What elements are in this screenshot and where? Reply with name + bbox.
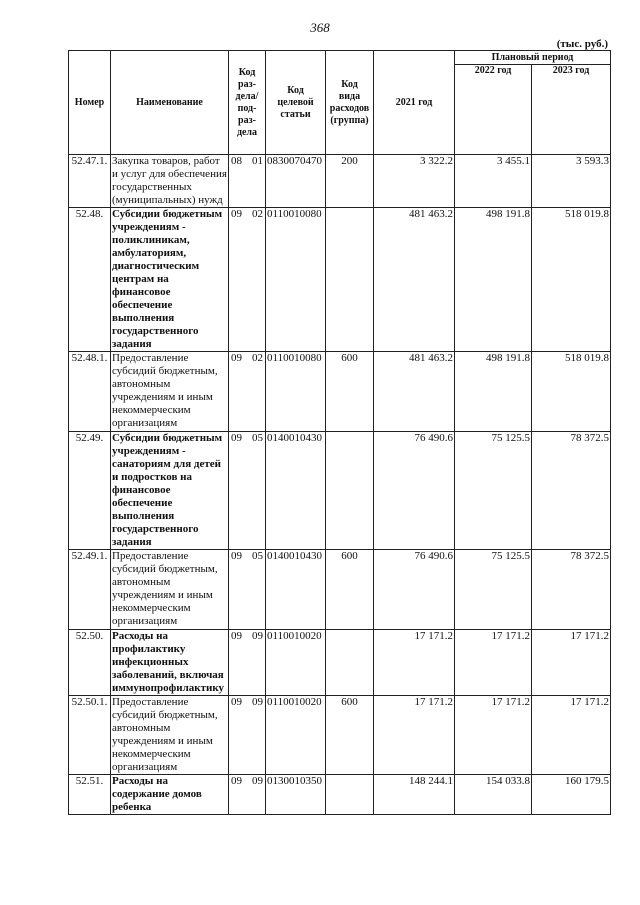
row-section: 09 [231,432,242,444]
row-section: 09 [231,352,242,364]
row-section: 09 [231,550,242,562]
row-value-2022: 75 125.5 [455,432,532,550]
row-value-2021: 17 171.2 [374,630,455,696]
row-name: Субсидии бюджетным учреждениям - поликлиникам, амбулаториям, диагностическим центрам на финансовое обеспечение выполнения государственного задания [111,208,229,352]
row-value-2022: 3 455.1 [455,155,532,208]
row-subsection: 09 [252,696,263,708]
row-value-2023: 17 171.2 [532,630,611,696]
header-name: Наименование [111,51,229,155]
row-number: 52.48.1. [69,352,111,432]
row-expense-type: 600 [326,696,374,775]
units-label: (тыс. руб.) [556,38,608,50]
row-section-code [229,155,266,208]
row-expense-type: 600 [326,550,374,630]
row-expense-type: 200 [326,155,374,208]
row-target-code: 0140010430 [266,550,326,630]
row-subsection: 09 [252,630,263,642]
row-number: 52.49.1. [69,550,111,630]
row-value-2022: 154 033.8 [455,775,532,815]
row-section-code [229,352,266,432]
row-name: Предоставление субсидий бюджетным, автономным учреждениям и иным некоммерческим организациям [111,352,229,432]
row-target-code: 0140010430 [266,432,326,550]
row-target-code: 0830070470 [266,155,326,208]
row-value-2021: 481 463.2 [374,208,455,352]
row-expense-type [326,208,374,352]
row-subsection: 01 [252,155,263,167]
row-section-code [229,775,266,815]
row-section: 08 [231,155,242,167]
header-section: Код раз- дела/ под- раз- дела [229,51,266,155]
row-subsection: 05 [252,550,263,562]
row-name: Расходы на профилактику инфекционных заболеваний, включая иммунопрофилактику [111,630,229,696]
row-value-2021: 481 463.2 [374,352,455,432]
row-value-2023: 160 179.5 [532,775,611,815]
header-target: Код целевой статьи [266,51,326,155]
row-expense-type [326,630,374,696]
table-row [69,432,611,550]
row-number: 52.49. [69,432,111,550]
row-value-2022: 498 191.8 [455,352,532,432]
row-number: 52.47.1. [69,155,111,208]
row-name: Расходы на содержание домов ребенка [111,775,229,815]
table-row [69,630,611,696]
row-section-code [229,432,266,550]
header-plan-period: Плановый период [455,51,611,65]
header-number: Номер [69,51,111,155]
row-name: Закупка товаров, работ и услуг для обеспечения государственных (муниципальных) нужд [112,155,227,206]
table-row [69,550,611,630]
row-value-2021: 148 244.1 [374,775,455,815]
row-section: 09 [231,208,242,220]
row-section-code [229,550,266,630]
table-row [69,155,611,208]
table-row [69,208,611,352]
row-subsection: 05 [252,432,263,444]
row-target-code: 0110010080 [266,352,326,432]
row-section: 09 [231,696,242,708]
row-number: 52.50.1. [69,696,111,775]
row-value-2023: 17 171.2 [532,696,611,775]
row-value-2023: 518 019.8 [532,352,611,432]
row-name: Предоставление субсидий бюджетным, автономным учреждениям и иным некоммерческим организациям [111,550,229,630]
row-value-2022: 17 171.2 [455,696,532,775]
header-expense-type: Код вида расходов (группа) [326,51,374,155]
header-2022: 2022 год [455,65,532,155]
row-subsection: 09 [252,775,263,787]
header-2023: 2023 год [532,65,611,155]
row-target-code: 0130010350 [266,775,326,815]
header-2021: 2021 год [374,51,455,155]
row-value-2023: 78 372.5 [532,432,611,550]
row-number: 52.51. [69,775,111,815]
row-section: 09 [231,630,242,642]
row-value-2022: 75 125.5 [455,550,532,630]
row-section-code [229,696,266,775]
table-row [69,696,611,775]
row-section-code [229,208,266,352]
page-number: 368 [310,20,330,35]
row-number: 52.48. [69,208,111,352]
row-section-code [229,630,266,696]
row-expense-type [326,775,374,815]
row-expense-type: 600 [326,352,374,432]
row-target-code: 0110010020 [266,630,326,696]
row-value-2022: 17 171.2 [455,630,532,696]
row-number: 52.50. [69,630,111,696]
table-row [69,775,611,815]
row-value-2021: 17 171.2 [374,696,455,775]
row-target-code: 0110010020 [266,696,326,775]
row-subsection: 02 [252,208,263,220]
table-row [69,352,611,432]
row-value-2023: 518 019.8 [532,208,611,352]
row-value-2023: 3 593.3 [532,155,611,208]
row-name: Предоставление субсидий бюджетным, автономным учреждениям и иным некоммерческим организациям [111,696,229,775]
row-subsection: 02 [252,352,263,364]
budget-table [68,50,611,815]
row-value-2021: 76 490.6 [374,550,455,630]
row-value-2023: 78 372.5 [532,550,611,630]
row-section: 09 [231,775,242,787]
row-expense-type [326,432,374,550]
row-target-code: 0110010080 [266,208,326,352]
row-name: Субсидии бюджетным учреждениям - санаториям для детей и подростков на финансовое обеспечение выполнения государственного задания [111,432,229,550]
row-value-2021: 76 490.6 [374,432,455,550]
row-value-2022: 498 191.8 [455,208,532,352]
row-value-2021: 3 322.2 [374,155,455,208]
